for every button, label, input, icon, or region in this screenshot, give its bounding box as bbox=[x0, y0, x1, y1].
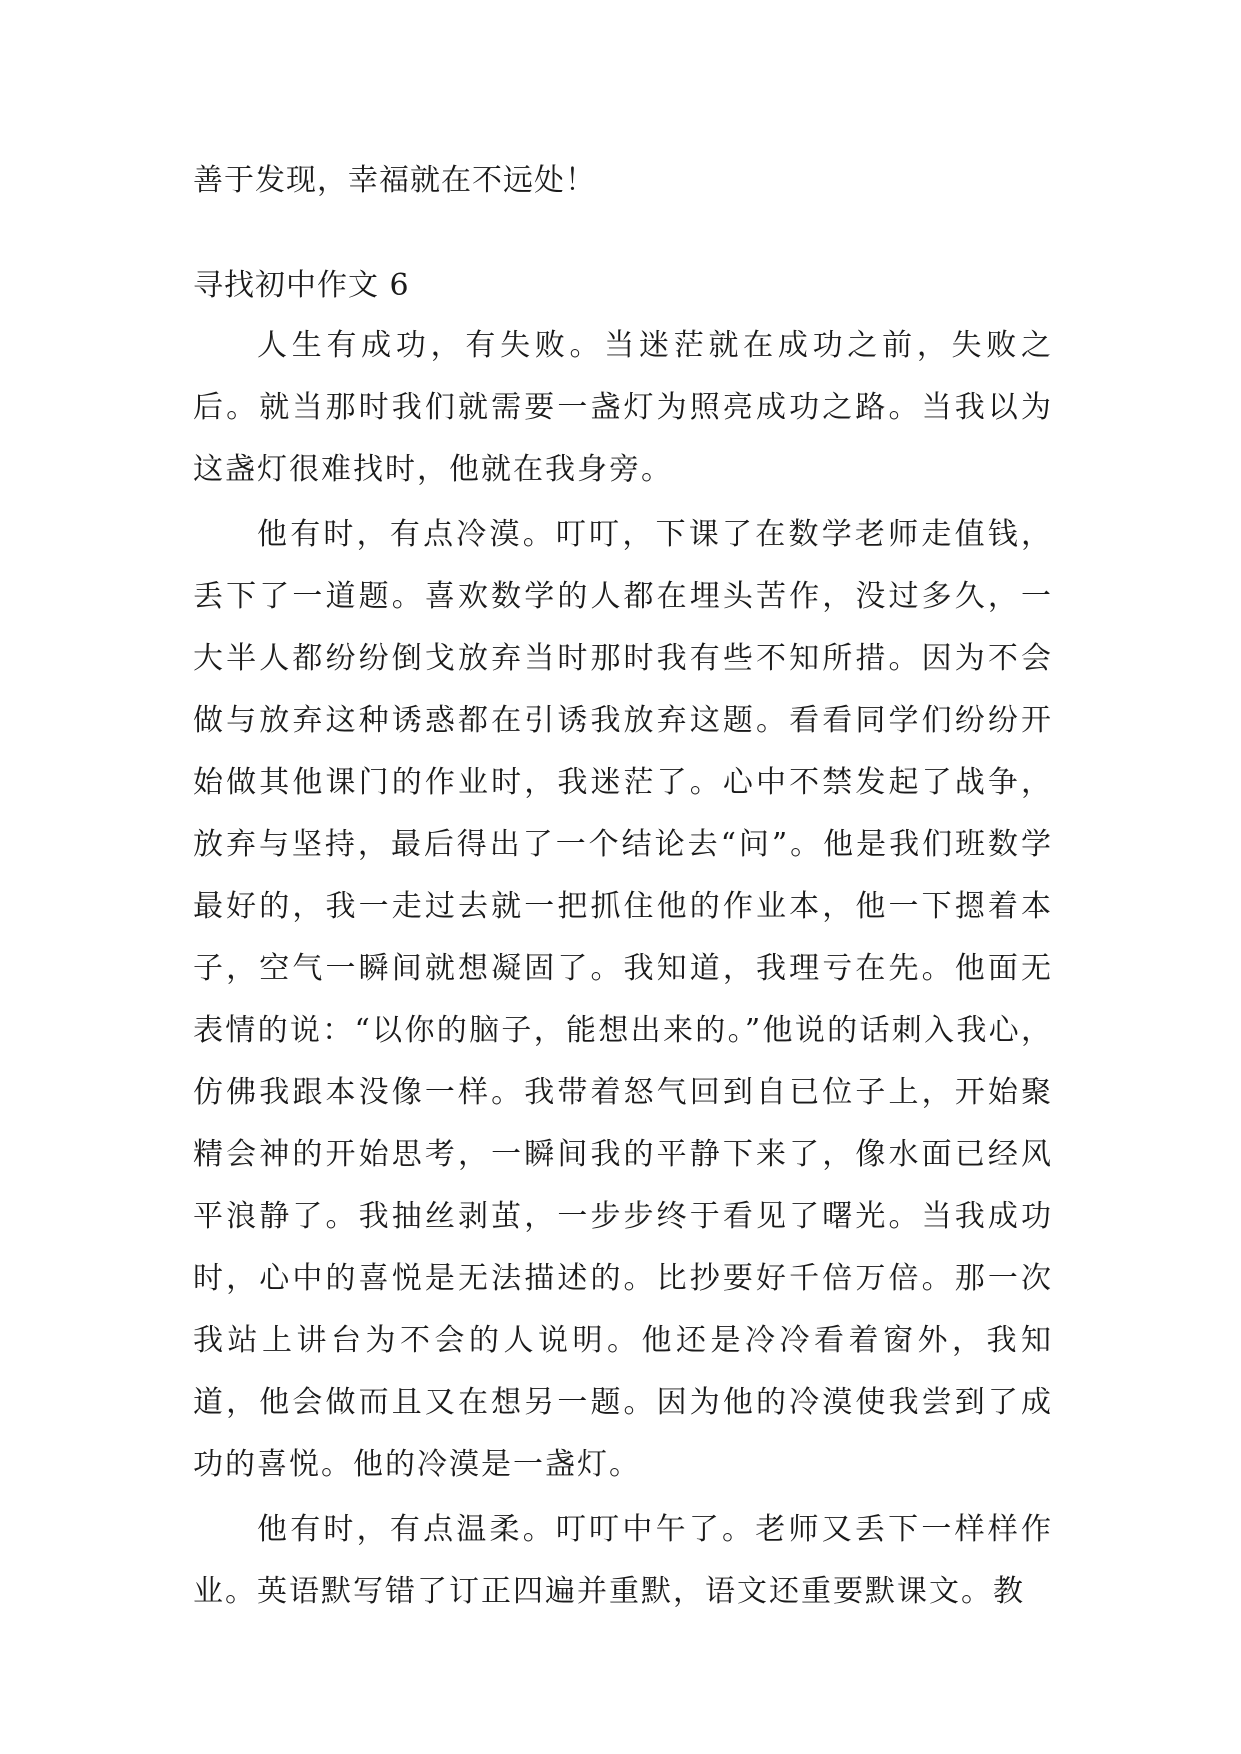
paragraph: 他有时，有点温柔。叮叮中午了。老师又丢下一样样作业。英语默写错了订正四遍并重默，语文还重要默课文。教 bbox=[193, 1512, 1053, 1609]
paragraph: 他有时，有点冷漠。叮叮，下课了在数学老师走值钱，丢下了一道题。喜欢数学的人都在埋头苦作，没过多久，一大半人都纷纷倒戈放弃当时那时我有些不知所措。因为不会做与放弃这种诱惑都在引诱我放弃这题。看看同学们纷纷开始做其他课门的作业时，我迷茫了。心中不禁发起了战争，放弃与坚持，最后得出了一个结论去“问”。他是我们班数学最好的，我一走过去就一把抓住他的作业本，他一下摁着本子，空气一瞬间就想凝固了。我知道，我理亏在先。他面无表情的说：“以你的脑子，能想出来的。”他说的话刺入我心，仿佛我跟本没像一样。我带着怒气回到自已位子上，开始聚精会神的开始思考，一瞬间我的平静下来了，像水面已经风平浪静了。我抽丝剥茧，一步步终于看见了曙光。当我成功时，心中的喜悦是无法描述的。比抄要好千倍万倍。那一次我站上讲台为不会的人说明。他还是冷冷看着窗外，我知道，他会做而且又在想另一题。因为他的冷漠使我尝到了成功的喜悦。他的冷漠是一盏灯。 bbox=[193, 517, 1053, 1482]
closing-line: 善于发现，幸福就在不远处！ bbox=[193, 163, 596, 198]
document-body bbox=[193, 152, 1053, 1626]
section-title: 寻找初中作文 6 bbox=[193, 268, 410, 303]
paragraph: 人生有成功，有失败。当迷茫就在成功之前，失败之后。就当那时我们就需要一盏灯为照亮成功之路。当我以为这盏灯很难找时，他就在我身旁。 bbox=[193, 328, 1053, 487]
